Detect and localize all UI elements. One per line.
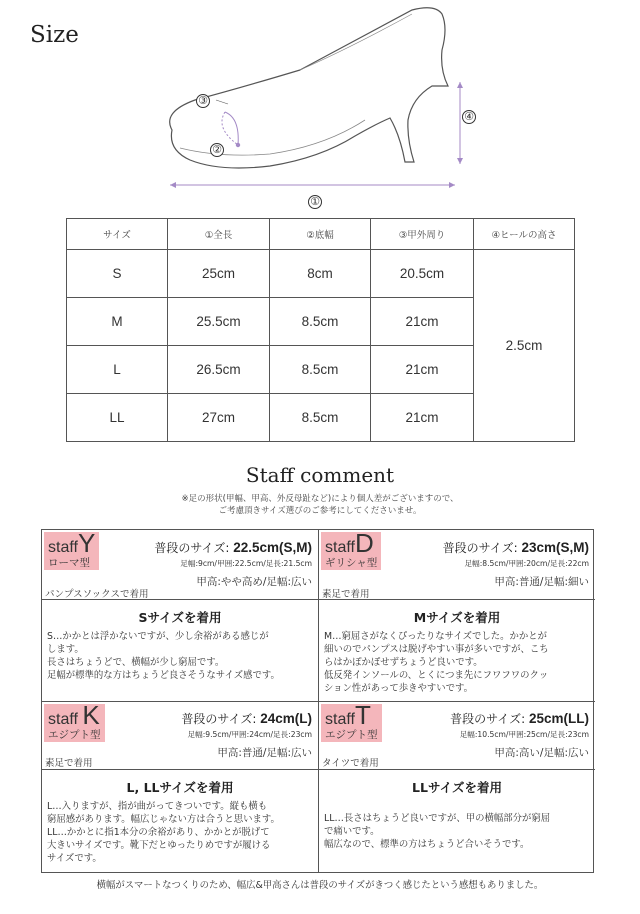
usual-size-value: 22.5cm(S,M) — [233, 540, 312, 555]
comment-line: 低反発インソールの、とくにつま先にフワフワのクッ — [324, 670, 549, 681]
staff-badge — [44, 528, 99, 570]
staff-card-d — [319, 530, 595, 599]
cell-instep: 21cm — [371, 298, 474, 346]
staff-card-t — [319, 702, 595, 769]
staff-initial: D — [354, 528, 374, 558]
size-table — [66, 218, 575, 442]
comment-line: ション性があって歩きやすいです。 — [324, 683, 473, 694]
cell-size: S — [67, 250, 168, 298]
comment-line: 長さはちょうどで、横幅が少し窮屈です。 — [47, 657, 225, 668]
wear-comment-t — [324, 812, 592, 851]
comment-line: 細いのでパンプスは脱げやすい事が多いですが、こち — [324, 644, 549, 655]
staff-card-y — [42, 530, 318, 599]
staff-initial: Y — [77, 528, 96, 558]
staff-comment-grid — [41, 529, 594, 873]
foot-type: ローマ型 — [48, 557, 90, 569]
foot-measurements: 足幅:8.5cm/甲囲:20cm/足長:22cm — [464, 559, 589, 568]
foot-traits: 甲高:やや高め/足幅:広い — [196, 576, 312, 588]
comment-line: 足幅が標準的な方はちょうど良さそうなサイズ感です。 — [47, 670, 280, 681]
usual-size — [154, 539, 312, 556]
cell-sole-width: 8.5cm — [270, 298, 371, 346]
wear-comment-k — [47, 800, 315, 865]
staff-initial: K — [82, 700, 100, 730]
wear-heading-t: LLサイズを着用 — [412, 780, 502, 795]
pump-shoe-diagram — [150, 0, 480, 215]
marker-instep: ③ — [196, 94, 210, 108]
wear-comment-y — [47, 630, 315, 682]
comment-line: サイズです。 — [47, 853, 102, 864]
cell-sole-width: 8.5cm — [270, 394, 371, 442]
foot-traits: 甲高:普通/足幅:広い — [217, 747, 312, 759]
comment-line: S…かかとは浮かないですが、少し余裕がある感じが — [47, 631, 269, 642]
staff-comment-note — [0, 493, 640, 517]
cell-heel-height: 2.5cm — [474, 250, 575, 442]
wear-comment-d — [324, 630, 592, 695]
foot-type: エジプト型 — [325, 729, 378, 741]
usual-size-label: 普段のサイズ: — [442, 541, 522, 555]
cell-instep: 21cm — [371, 346, 474, 394]
staff-initial: T — [354, 700, 371, 730]
worn-with: 素足で着用 — [322, 589, 370, 600]
usual-size — [450, 710, 589, 727]
usual-size-label: 普段のサイズ: — [450, 712, 529, 726]
cell-size: L — [67, 346, 168, 394]
cell-instep: 21cm — [371, 394, 474, 442]
size-table-header — [67, 219, 575, 250]
cell-length: 27cm — [168, 394, 270, 442]
note-line: ※足の形状(甲幅、甲高、外反母趾など)により個人差がございますので、 — [181, 494, 459, 504]
header-heel-height: ④ヒールの高さ — [474, 219, 575, 250]
foot-traits: 甲高:高い/足幅:広い — [494, 747, 589, 759]
comment-line: します。 — [47, 644, 84, 655]
table-row — [67, 250, 575, 298]
usual-size — [443, 539, 589, 556]
worn-with: タイツで着用 — [322, 758, 379, 769]
worn-with: 素足で着用 — [45, 758, 93, 769]
comment-line: 大きいサイズです。靴下だとゆったりめですが履ける — [47, 840, 271, 851]
cell-length: 26.5cm — [168, 346, 270, 394]
comment-line: 窮屈感があります。幅広じゃない方は合うと思います。 — [47, 814, 280, 825]
comment-line: らはかぽかぽせずちょうど良いです。 — [324, 657, 483, 668]
staff-word: staff — [48, 539, 78, 556]
header-instep: ③甲外周り — [371, 219, 474, 250]
foot-measurements: 足幅:9cm/甲囲:22.5cm/足長:21.5cm — [180, 559, 312, 568]
divider — [42, 769, 595, 770]
staff-card-k — [42, 702, 318, 769]
foot-type: エジプト型 — [48, 729, 101, 741]
comment-line: L…入りますが、指が曲がってきついです。縦も横も — [47, 801, 268, 812]
usual-size-value: 24cm(L) — [260, 711, 312, 726]
usual-size-value: 23cm(S,M) — [521, 540, 589, 555]
header-size: サイズ — [67, 219, 168, 250]
bottom-note: 横幅がスマートなつくりのため、幅広&甲高さんは普段のサイズがきつく感じたという感想もありました。 — [96, 880, 544, 891]
note-line: ご考慮頂きサイズ選びのご参考にしてくださいませ。 — [218, 506, 422, 516]
comment-line: 幅広なので、標準の方はちょうど合いそうです。 — [324, 839, 530, 850]
cell-instep: 20.5cm — [371, 250, 474, 298]
foot-type: ギリシャ型 — [325, 557, 378, 569]
usual-size-label: 普段のサイズ: — [154, 541, 234, 555]
header-length: ①全長 — [168, 219, 270, 250]
header-sole-width: ②底幅 — [270, 219, 371, 250]
staff-word: staff — [48, 711, 78, 728]
usual-size — [181, 710, 312, 727]
size-heading: Size — [30, 22, 79, 48]
cell-length: 25.5cm — [168, 298, 270, 346]
staff-word: staff — [325, 539, 355, 556]
worn-with: パンプスソックスで着用 — [45, 589, 149, 600]
cell-length: 25cm — [168, 250, 270, 298]
staff-badge — [44, 700, 105, 742]
marker-heel-height: ④ — [462, 110, 476, 124]
foot-measurements: 足幅:9.5cm/甲囲:24cm/足長:23cm — [187, 730, 312, 739]
staff-comment-title: Staff comment — [245, 463, 395, 487]
staff-word: staff — [325, 711, 355, 728]
usual-size-label: 普段のサイズ: — [181, 712, 261, 726]
foot-measurements: 足幅:10.5cm/甲囲:25cm/足長:23cm — [459, 730, 589, 739]
comment-line: M…窮屈さがなくぴったりなサイズでした。かかとが — [324, 631, 547, 642]
usual-size-value: 25cm(LL) — [528, 711, 589, 726]
wear-heading-d: Mサイズを着用 — [413, 610, 501, 625]
comment-line: で痛いです。 — [324, 826, 380, 837]
cell-size: M — [67, 298, 168, 346]
staff-badge — [321, 528, 381, 570]
wear-heading-y: Sサイズを着用 — [138, 610, 222, 625]
comment-line: LL…長さはちょうど良いですが、甲の横幅部分が窮屈 — [324, 813, 551, 824]
marker-sole-width: ② — [210, 143, 224, 157]
cell-sole-width: 8cm — [270, 250, 371, 298]
wear-heading-k: L, LLサイズを着用 — [126, 780, 234, 795]
cell-size: LL — [67, 394, 168, 442]
comment-line: LL…かかとに指1本分の余裕があり、かかとが脱げて — [47, 827, 270, 838]
marker-length: ① — [308, 195, 322, 209]
staff-badge — [321, 700, 382, 742]
foot-traits: 甲高:普通/足幅:細い — [494, 576, 589, 588]
cell-sole-width: 8.5cm — [270, 346, 371, 394]
